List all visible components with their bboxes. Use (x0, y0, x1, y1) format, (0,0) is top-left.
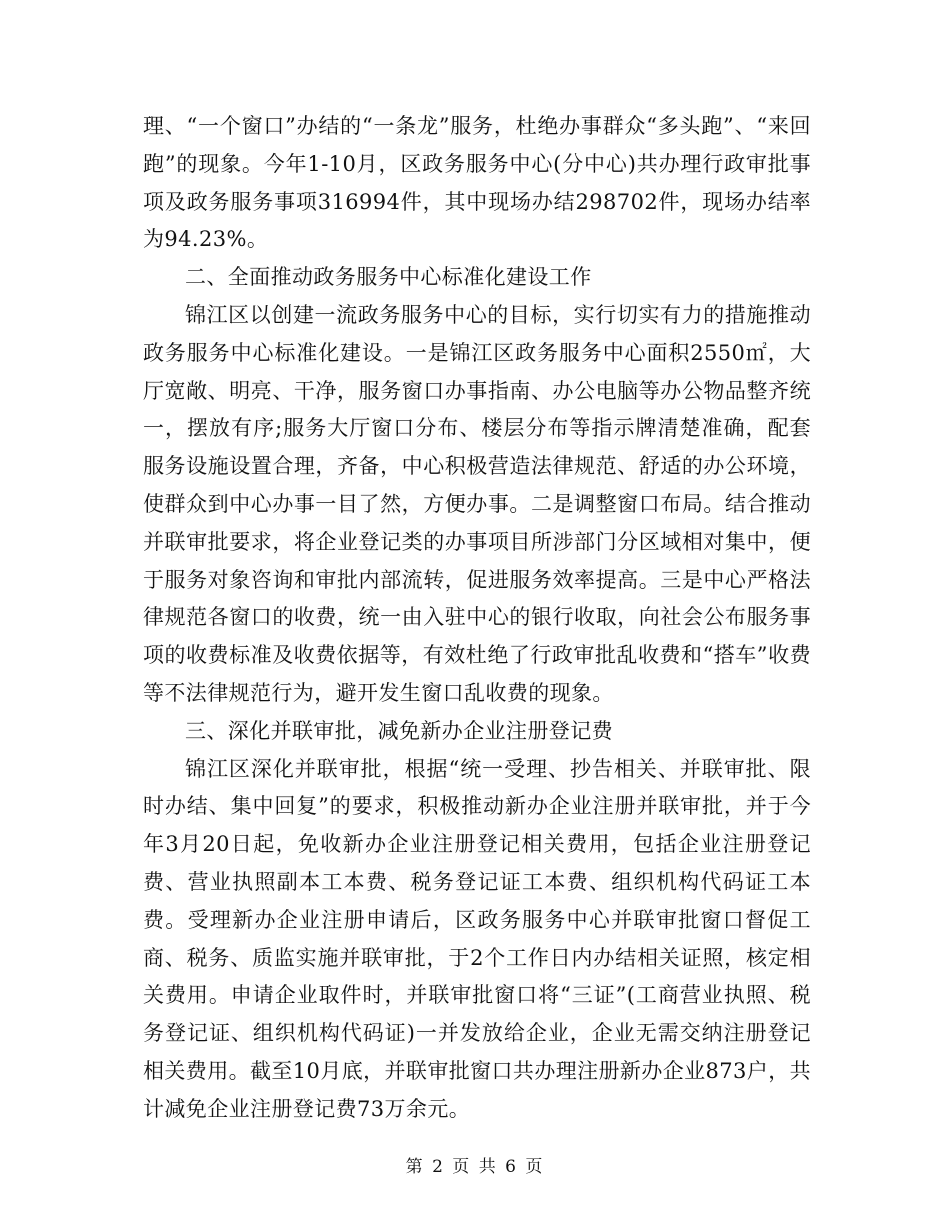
paragraph-parallel-approval: 锦江区深化并联审批，根据“统一受理、抄告相关、并联审批、限时办结、集中回复”的要求，积极推动新办企业注册并联审批，并于今年3月20日起，免收新办企业注册登记相关费用，包括企业注册登记费、营业执照副本工本费、税务登记证工本费、组织机构代码证工本费。受理新办企业注册申请后，区政务服务中心并联审批窗口督促工商、税务、质监实施并联审批，于2个工作日内办结相关证照，核定相关费用。申请企业取件时，并联审批窗口将“三证”(工商营业执照、税务登记证、组织机构代码证)一并发放给企业，企业无需交纳注册登记相关费用。截至10月底，并联审批窗口共办理注册新办企业873户，共计减免企业注册登记费73万余元。 (143, 756, 812, 1121)
paragraph-standardization: 锦江区以创建一流政务服务中心的目标，实行切实有力的措施推动政务服务中心标准化建设。一是锦江区政务服务中心面积2550㎡，大厅宽敞、明亮、干净，服务窗口办事指南、办公电脑等办公物品整齐统一，摆放有序;服务大厅窗口分布、楼层分布等指示牌清楚准确，配套服务设施设置合理，齐备，中心积极营造法律规范、舒适的办公环境，使群众到中心办事一目了然，方便办事。二是调整窗口布局。结合推动并联审批要求，将企业登记类的办事项目所涉部门分区域相对集中，便于服务对象咨询和审批内部流转，促进服务效率提高。三是中心严格法律规范各窗口的收费，统一由入驻中心的银行收取，向社会公布服务事项的收费标准及收费依据等，有效杜绝了行政审批乱收费和“搭车”收费等不法律规范行为，避开发生窗口乱收费的现象。 (143, 302, 811, 705)
section-heading-2: 二、全面推动政务服务中心标准化建设工作 (185, 265, 592, 290)
page-number-footer: 第 2 页 共 6 页 (405, 1157, 545, 1177)
section-heading-3: 三、深化并联审批，减免新办企业注册登记费 (185, 718, 613, 743)
paragraph-continuation: 理、“一个窗口”办结的“一条龙”服务，杜绝办事群众“多头跑”、“来回跑”的现象。今年1-10月，区政务服务中心(分中心)共办理行政审批事项及政务服务事项316994件，其中现场办结298702件，现场办结率为94.23%。 (143, 114, 811, 252)
document-body (143, 108, 811, 1129)
